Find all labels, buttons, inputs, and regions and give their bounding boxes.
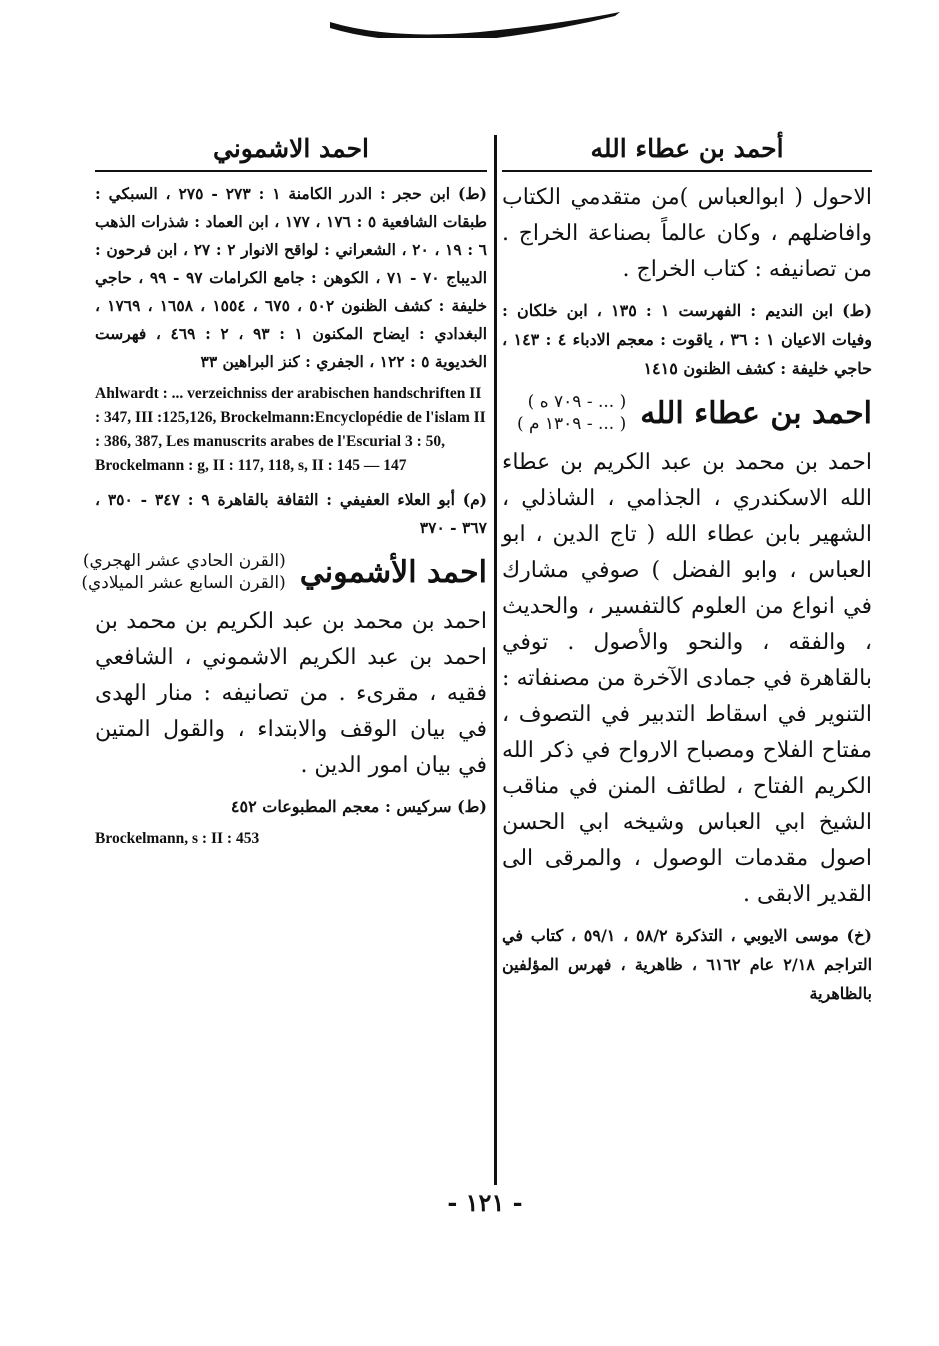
column-divider (494, 135, 497, 1185)
entry-biography: احمد بن محمد بن عبد الكريم بن عطاء الله الاسكندري ، الجذامي ، الشاذلي ، الشهير بابن عطاء الله ( تاج الدين ، ابو العباس ، وابو الفضل ) صوفي مشارك في انواع من العلوم كالتفسير ، والحديث ، والفقه ، والنحو والأصول . توفي بالقاهرة في جمادى الآخرة من مصنفاته : التنوير في اسقاط التدبير في التصوف ، مفتاح الفلاح ومصباح الارواح في ذكر الله الكريم الفتاح ، لطائف المنن في مناقب الشيخ ابي العباس وشيخه ابي الحسن اصول مقدمات الوصول ، والمرقى الى القدير الابقى . (502, 450, 872, 907)
page-number: - ١٢١ - (447, 1188, 523, 1217)
entry-dates (517, 391, 626, 435)
continued-entry-references: (ط) ابن حجر : الدرر الكامنة ١ : ٢٧٣ - ٢٧٥ ، السبكي : طبقات الشافعية ٥ : ١٧٦ ، ١٧٧ ، ابن العماد : شذرات الذهب ٦ : ١٩ ، ٢٠ ، الشعراني : لواقح الانوار ٢ : ٢٧ ، ابن فرحون : الديباج ٧٠ - ٧١ ، الكوهن : جامع الكرامات ٩٧ - ٩٩ ، حاجي خليفة : كشف الظنون ٥٠٢ ، ٦٧٥ ، ١٥٥٤ ، ١٦٥٨ ، ١٧٦٩ ، البغدادي : ايضاح المكنون ١ : ٩٣ ، ٢ : ٤٦٩ ، فهرست الخديوية ٥ : ١٢٢ ، الجفري : كنز البراهين ٣٣ (95, 184, 488, 371)
entry-date-gregorian: (القرن السابع عشر الميلادي) (81, 573, 286, 593)
latin-references: Brockelmann, s : II : 453 (95, 830, 260, 847)
left-column (81, 128, 488, 859)
entry-dates (81, 550, 285, 594)
right-column-header: أحمد بن عطاء الله (502, 128, 872, 172)
entry-title: احمد الأشموني (299, 554, 487, 590)
continued-entry-text: الاحول ( ابوالعباس )من متقدمي الكتاب وافاضلهم ، وكان عالماً بصناعة الخراج . من تصانيفه : كتاب الخراج . (502, 185, 872, 282)
entry-date-gregorian: ( ... - ١٣٠٩ م ) (516, 414, 627, 434)
left-column-header: احمد الاشموني (95, 128, 487, 172)
entry-heading (502, 391, 872, 435)
entry-references: (ط) سركيس : معجم المطبوعات ٤٥٢ (230, 797, 487, 816)
right-column (502, 128, 872, 1014)
scan-smudge-mark (330, 10, 620, 38)
modern-references: (م) أبو العلاء العفيفي : الثقافة بالقاهرة ٩ : ٣٤٧ - ٣٥٠ ، ٣٦٧ - ٣٧٠ (95, 490, 488, 537)
entry-date-hijri: ( ... - ٧٠٩ ه ) (527, 392, 627, 412)
entry-heading (81, 550, 487, 594)
latin-references: Ahlwardt : ... verzeichniss der arabischen handschriften II : 347, III :125,126, Brockelmann:Encyclopédie de l'islam II : 386, 387, Les manuscrits arabes de l'Escurial 3 : 50, Brockelmann : g, II : 117, 118, s, II : 145 — 147 (95, 385, 486, 474)
continued-entry-references: (ط) ابن النديم : الفهرست ١ : ١٣٥ ، ابن خلكان : وفيات الاعيان ١ : ٣٦ ، ياقوت : معجم الادباء ٤ : ١٤٣ ، حاجي خليفة : كشف الظنون ١٤١٥ (502, 301, 873, 378)
entry-references: (خ) موسى الايوبي ، التذكرة ٥٨/٢ ، ٥٩/١ ، كتاب في التراجم ٢/١٨ عام ٦١٦٢ ، ظاهرية ، فهرس المؤلفين بالظاهرية (502, 926, 873, 1003)
entry-title: احمد بن عطاء الله (640, 395, 872, 431)
entry-biography: احمد بن محمد بن عبد الكريم بن محمد بن احمد بن عبد الكريم الاشموني ، الشافعي فقيه ، مقرىء . من تصانيفه : منار الهدى في بيان الوقف والابتداء ، والقول المتين في بيان امور الدين . (95, 609, 487, 778)
entry-date-hijri: (القرن الحادي عشر الهجري) (82, 551, 286, 571)
